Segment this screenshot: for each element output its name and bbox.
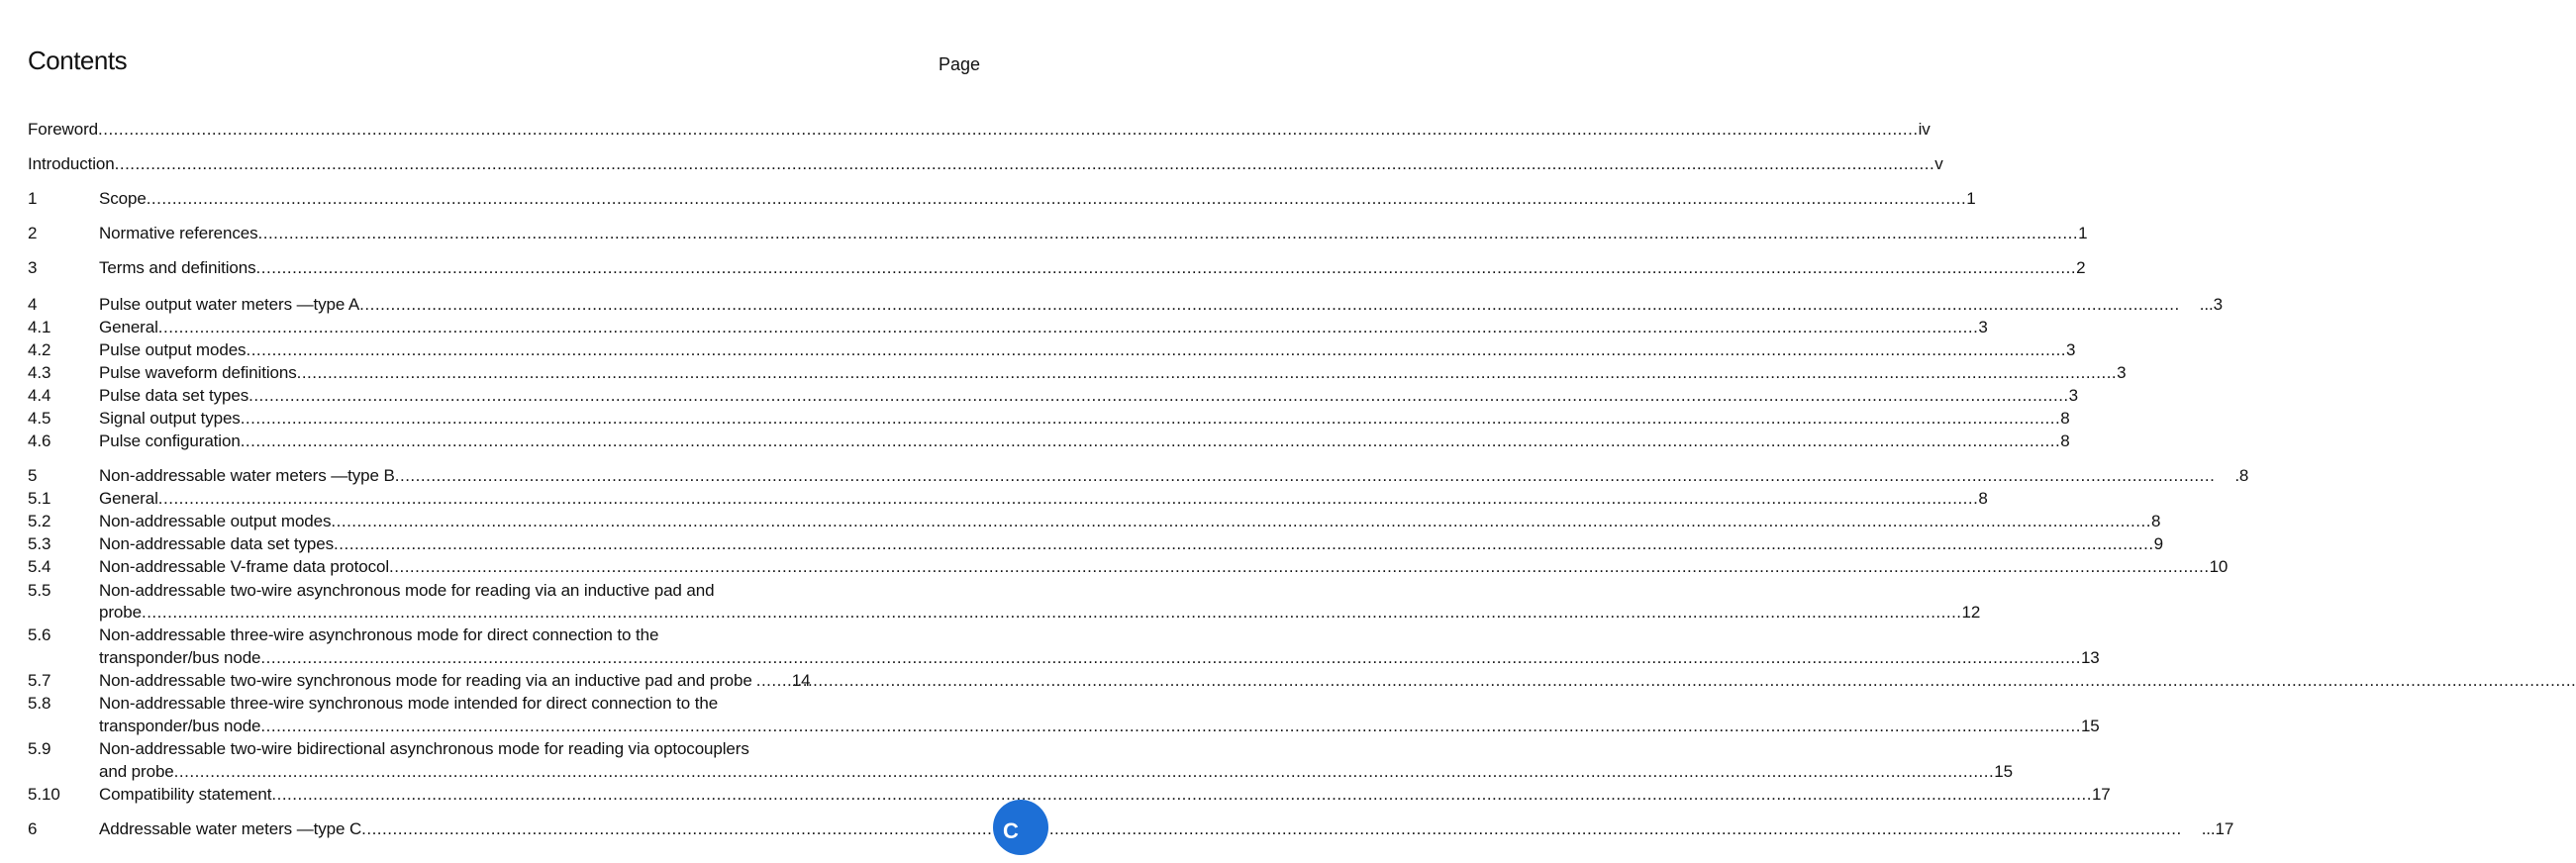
toc-page: 8	[2060, 409, 2070, 428]
toc-leader	[752, 670, 792, 692]
toc-number: 5.2	[28, 512, 51, 530]
toc-title: transponder/bus node	[99, 717, 261, 735]
toc-entry-2[interactable]	[28, 223, 2088, 244]
toc-page: 12	[1961, 603, 1981, 622]
toc-number: 5.4	[28, 557, 51, 576]
toc-entry-4-4[interactable]	[28, 385, 2078, 407]
toc-number: 1	[28, 189, 38, 208]
toc-leader	[334, 533, 2154, 555]
toc-page: 2	[2076, 258, 2086, 277]
toc-title: Scope	[99, 189, 147, 208]
toc-number: 5.9	[28, 739, 51, 758]
toc-page: 3	[1978, 318, 1988, 336]
toc-page: 3	[2068, 386, 2078, 405]
toc-entry-5-6[interactable]	[28, 624, 993, 646]
toc-leader	[241, 408, 2061, 430]
toc-page: 15	[1994, 762, 2013, 781]
toc-title: and probe	[99, 762, 174, 781]
toc-page: 17	[2091, 785, 2111, 804]
toc-entry-5-9[interactable]	[28, 738, 993, 760]
toc-entry-5-3[interactable]	[28, 533, 2163, 555]
toc-entry-5-5[interactable]	[28, 580, 993, 602]
toc-entry-introduction[interactable]	[28, 153, 1943, 175]
toc-leader	[248, 385, 2069, 407]
toc-title: Non-addressable output modes	[99, 512, 332, 530]
toc-leader	[331, 511, 2151, 532]
toc-entry-foreword[interactable]	[28, 119, 1931, 141]
toc-page: 3	[2117, 363, 2127, 382]
toc-title: transponder/bus node	[99, 648, 261, 667]
toc-entry-3[interactable]	[28, 257, 2086, 279]
toc-title: Pulse waveform definitions	[99, 363, 297, 382]
toc-number: 6	[28, 819, 38, 838]
toc-title: Foreword	[28, 120, 99, 139]
toc-page: iv	[1918, 120, 1931, 139]
toc-number: 5.10	[28, 785, 60, 804]
toc-page: 8	[2150, 512, 2161, 530]
toc-title: Introduction	[28, 154, 115, 173]
toc-page: ...17	[2201, 819, 2234, 838]
toc-number: 5.7	[28, 671, 51, 690]
toc-leader	[147, 188, 1967, 210]
toc-entry-5-6-cont[interactable]	[28, 647, 2100, 669]
toc-leader	[98, 119, 1919, 141]
toc-leader	[297, 362, 2118, 384]
toc-page: 14	[791, 671, 811, 690]
toc-number: 2	[28, 224, 38, 242]
toc-title: Non-addressable two-wire asynchronous mode for reading via an inductive pad and	[99, 581, 715, 600]
toc-title: Non-addressable data set types	[99, 534, 335, 553]
toc-title: Normative references	[99, 224, 258, 242]
toc-title: Terms and definitions	[99, 258, 256, 277]
toc-entry-4-6[interactable]	[28, 431, 2070, 452]
toc-number: 4	[28, 295, 38, 314]
toc-entry-4-1[interactable]	[28, 317, 1988, 338]
toc-title: Pulse output modes	[99, 340, 247, 359]
toc-leader	[395, 465, 2216, 487]
toc-entry-1[interactable]	[28, 188, 1976, 210]
toc-title: Non-addressable three-wire synchronous mode intended for direct connection to the	[99, 694, 719, 713]
toc-title: Pulse data set types	[99, 386, 249, 405]
toc-page: 8	[1978, 489, 1988, 508]
toc-entry-4[interactable]	[28, 294, 2223, 316]
toc-number: 4.6	[28, 432, 51, 450]
toc-number: 5.3	[28, 534, 51, 553]
toc-title: probe	[99, 603, 142, 622]
toc-leader	[359, 294, 2180, 316]
toc-leader	[361, 818, 2182, 840]
toc-number: 4.3	[28, 363, 51, 382]
page-title: Contents	[28, 46, 128, 75]
toc-leader	[389, 556, 2210, 578]
toc-leader	[260, 716, 2081, 737]
toc-title: Addressable water meters —type C	[99, 819, 362, 838]
toc-page: 13	[2080, 648, 2100, 667]
toc-title: Pulse output water meters —type A	[99, 295, 360, 314]
toc-entry-5-4[interactable]	[28, 556, 2229, 578]
toc-number: 5.8	[28, 694, 51, 713]
toc-title: General	[99, 318, 158, 336]
toc-title: Compatibility statement	[99, 785, 272, 804]
floating-action-badge[interactable]: C	[993, 800, 1048, 855]
toc-entry-5[interactable]	[28, 465, 2249, 487]
toc-title: Non-addressable V-frame data protocol	[99, 557, 390, 576]
toc-leader	[115, 153, 1935, 175]
toc-number: 5.6	[28, 625, 51, 644]
toc-entry-5-5-cont[interactable]	[28, 602, 1981, 623]
toc-leader	[271, 784, 2092, 806]
toc-entry-4-5[interactable]	[28, 408, 2070, 430]
toc-number: 5	[28, 466, 38, 485]
toc-page: 1	[2078, 224, 2088, 242]
toc-page: .8	[2234, 466, 2249, 485]
toc-page: 15	[2080, 717, 2100, 735]
toc-title: General	[99, 489, 158, 508]
toc-entry-5-8[interactable]	[28, 693, 993, 715]
toc-number: 4.1	[28, 318, 51, 336]
toc-page: v	[1934, 154, 1943, 173]
toc-page: 9	[2153, 534, 2163, 553]
toc-leader	[258, 223, 2079, 244]
toc-number: 4.5	[28, 409, 51, 428]
toc-leader	[256, 257, 2077, 279]
toc-title: Non-addressable water meters —type B	[99, 466, 395, 485]
toc-number: 5.1	[28, 489, 51, 508]
toc-number: 3	[28, 258, 38, 277]
page-column-label: Page	[939, 54, 981, 74]
toc-leader	[142, 602, 1962, 623]
toc-entry-5-8-cont[interactable]	[28, 716, 2100, 737]
toc-entry-5-9-cont[interactable]	[28, 761, 2013, 783]
toc-page: 3	[2066, 340, 2076, 359]
toc-number: 4.4	[28, 386, 51, 405]
toc-leader	[246, 339, 2066, 361]
toc-entry-4-2[interactable]	[28, 339, 2076, 361]
toc-number: 5.5	[28, 581, 51, 600]
toc-entry-5-7[interactable]	[28, 670, 993, 692]
toc-page: ...3	[2199, 295, 2223, 314]
toc-entry-5-10[interactable]	[28, 784, 2111, 806]
toc-leader	[158, 317, 1979, 338]
toc-entry-6[interactable]	[28, 818, 2234, 840]
toc-title: Signal output types	[99, 409, 241, 428]
toc-title: Non-addressable two-wire bidirectional asynchronous mode for reading via optocouplers	[99, 739, 749, 758]
toc-number: 4.2	[28, 340, 51, 359]
toc-leader	[158, 488, 1979, 510]
toc-title: Non-addressable two-wire synchronous mode for reading via an inductive pad and probe	[99, 671, 752, 690]
toc-page: 1	[1966, 189, 1976, 208]
toc-entry-4-3[interactable]	[28, 362, 2127, 384]
toc-leader	[241, 431, 2061, 452]
toc-entry-5-1[interactable]	[28, 488, 1988, 510]
toc-title: Non-addressable three-wire asynchronous mode for direct connection to the	[99, 625, 659, 644]
toc-entry-5-2[interactable]	[28, 511, 2161, 532]
toc-page: 8	[2060, 432, 2070, 450]
toc-title: Pulse configuration	[99, 432, 241, 450]
toc-leader	[260, 647, 2081, 669]
toc-page: 10	[2209, 557, 2229, 576]
toc-leader	[174, 761, 1995, 783]
